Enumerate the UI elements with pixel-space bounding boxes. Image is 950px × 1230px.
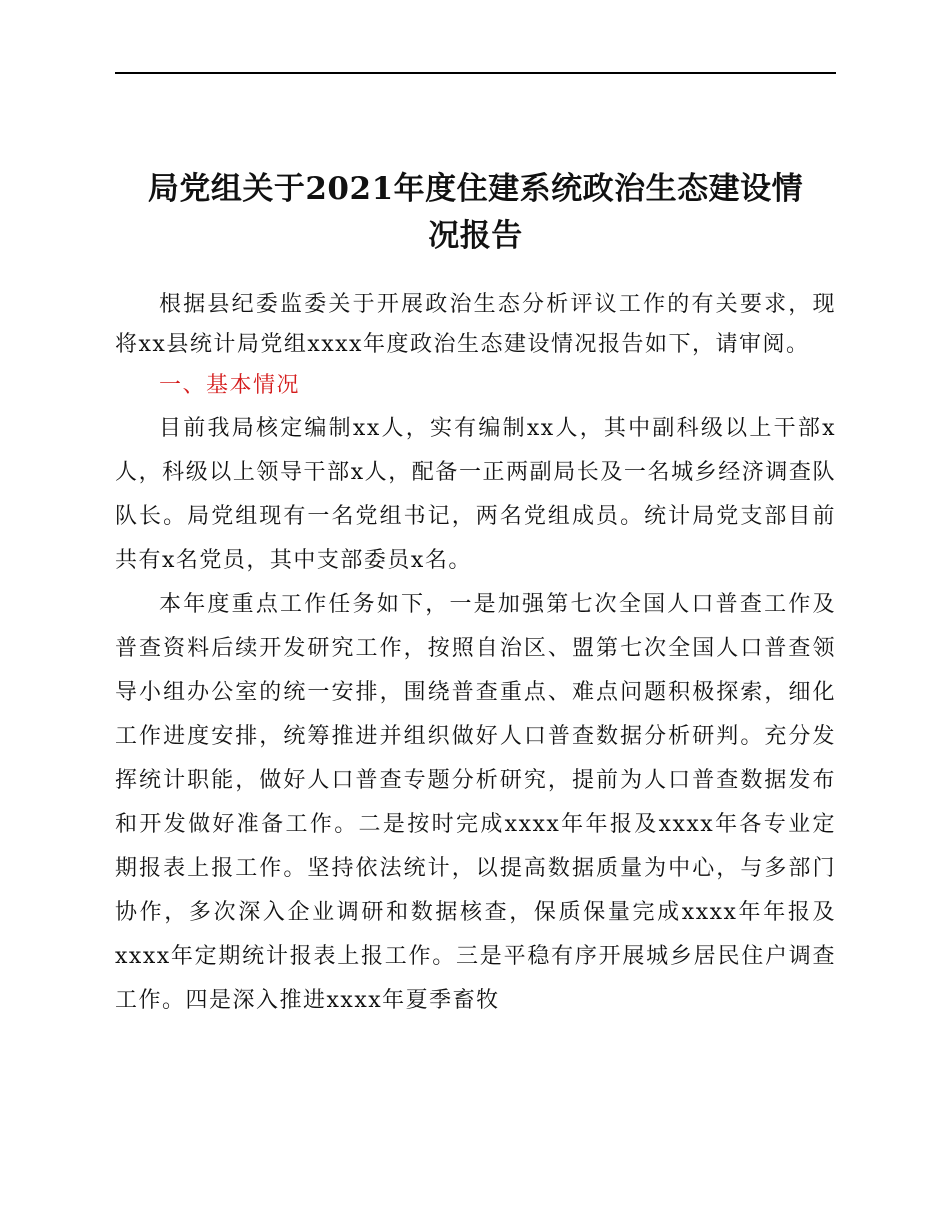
- key-tasks-paragraph: 本年度重点工作任务如下，一是加强第七次全国人口普查工作及普查资料后续开发研究工作，按照自治区、盟第七次全国人口普查领导小组办公室的统一安排，围绕普查重点、难点问题积极探索，细化工作进度安排，统筹推进并组织做好人口普查数据分析研判。充分发挥统计职能，做好人口普查专题分析研究，提前为人口普查数据发布和开发做好准备工作。二是按时完成xxxx年年报及xxxx年各专业定期报表上报工作。坚持依法统计，以提高数据质量为中心，与多部门协作，多次深入企业调研和数据核查，保质保量完成xxxx年年报及xxxx年定期统计报表上报工作。三是平稳有序开展城乡居民住户调查工作。四是深入推进xxxx年夏季畜牧: [115, 592, 836, 1013]
- header-rule: [115, 72, 836, 74]
- document-body: [115, 285, 836, 1023]
- section-heading-basic-situation: 一、基本情况: [159, 373, 301, 398]
- title-line-1: 局党组关于2021年度住建系统政治生态建设情: [147, 171, 804, 207]
- title-line-2: 况报告: [428, 218, 523, 254]
- document-title: [115, 166, 836, 260]
- intro-paragraph: 根据县纪委监委关于开展政治生态分析评议工作的有关要求，现将xx县统计局党组xxxx年度政治生态建设情况报告如下，请审阅。: [115, 292, 836, 357]
- staffing-paragraph: 目前我局核定编制xx人，实有编制xx人，其中副科级以上干部x人，科级以上领导干部x人，配备一正两副局长及一名城乡经济调查队队长。局党组现有一名党组书记，两名党组成员。统计局党支部目前共有x名党员，其中支部委员x名。: [115, 416, 836, 573]
